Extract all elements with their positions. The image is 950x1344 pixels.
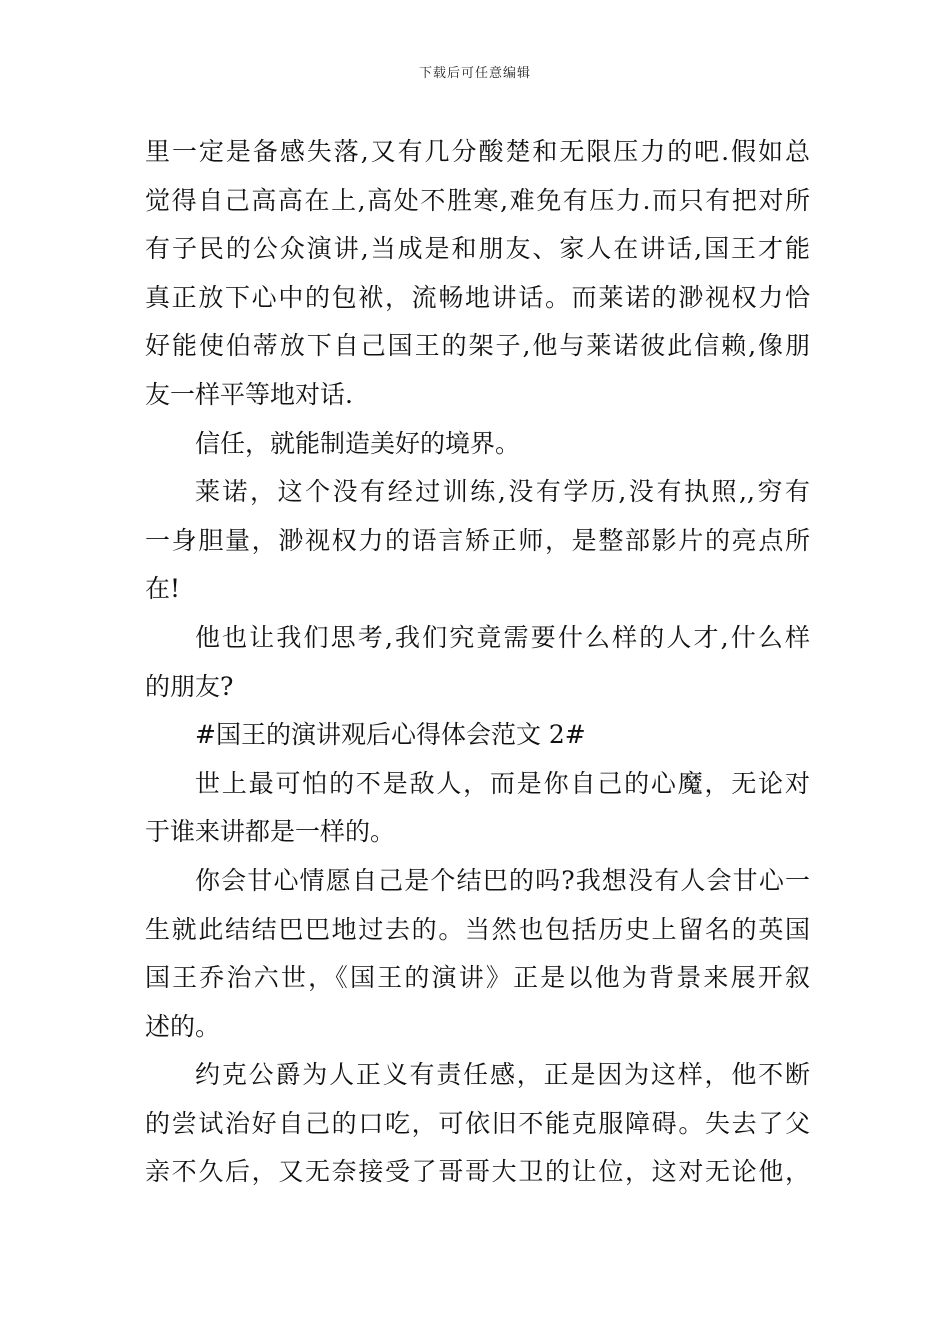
text-line: 于谁来讲都是一样的。 [145,817,396,847]
text-line: 友一样平等地对话. [145,379,353,409]
text-line: 生就此结结巴巴地过去的。当然也包括历史上留名的英国 [145,914,810,944]
text-line: 真正放下心中的包袱，流畅地讲话。而莱诺的渺视权力恰 [145,282,810,312]
text-line: 莱诺，这个没有经过训练,没有学历,没有执照,,穷有 [195,477,810,507]
text-line: 约克公爵为人正义有责任感，正是因为这样，他不断 [195,1060,810,1090]
text-line: 里一定是备感失落,又有几分酸楚和无限压力的吧.假如总 [145,137,810,166]
text-line: 世上最可怕的不是敌人，而是你自己的心魔，无论对 [195,768,810,798]
text-line: 你会甘心情愿自己是个结巴的吗?我想没有人会甘心一 [195,865,810,895]
text-line: 有子民的公众演讲,当成是和朋友、家人在讲话,国王才能 [145,234,810,264]
text-line: 亲不久后，又无奈接受了哥哥大卫的让位，这对无论他， [145,1157,810,1187]
body-text [145,128,810,1197]
text-line: #国王的演讲观后心得体会范文 2# [195,720,586,750]
text-line: 信任，就能制造美好的境界。 [195,428,521,458]
text-line: 一身胆量，渺视权力的语言矫正师，是整部影片的亮点所 [145,525,810,555]
page-header: 下载后可任意编辑 [418,66,531,81]
text-line: 的朋友? [145,671,234,701]
text-line: 觉得自己高高在上,高处不胜寒,难免有压力.而只有把对所 [145,185,810,215]
text-line: 的尝试治好自己的口吃，可依旧不能克服障碍。失去了父 [145,1108,810,1138]
text-line: 国王乔治六世，《国王的演讲》正是以他为背景来展开叙 [145,963,810,993]
text-line: 好能使伯蒂放下自己国王的架子,他与莱诺彼此信赖,像朋 [145,331,810,361]
text-line: 述的。 [145,1011,221,1041]
text-line: 在! [145,574,181,604]
text-line: 他也让我们思考,我们究竟需要什么样的人才,什么样 [195,622,810,652]
